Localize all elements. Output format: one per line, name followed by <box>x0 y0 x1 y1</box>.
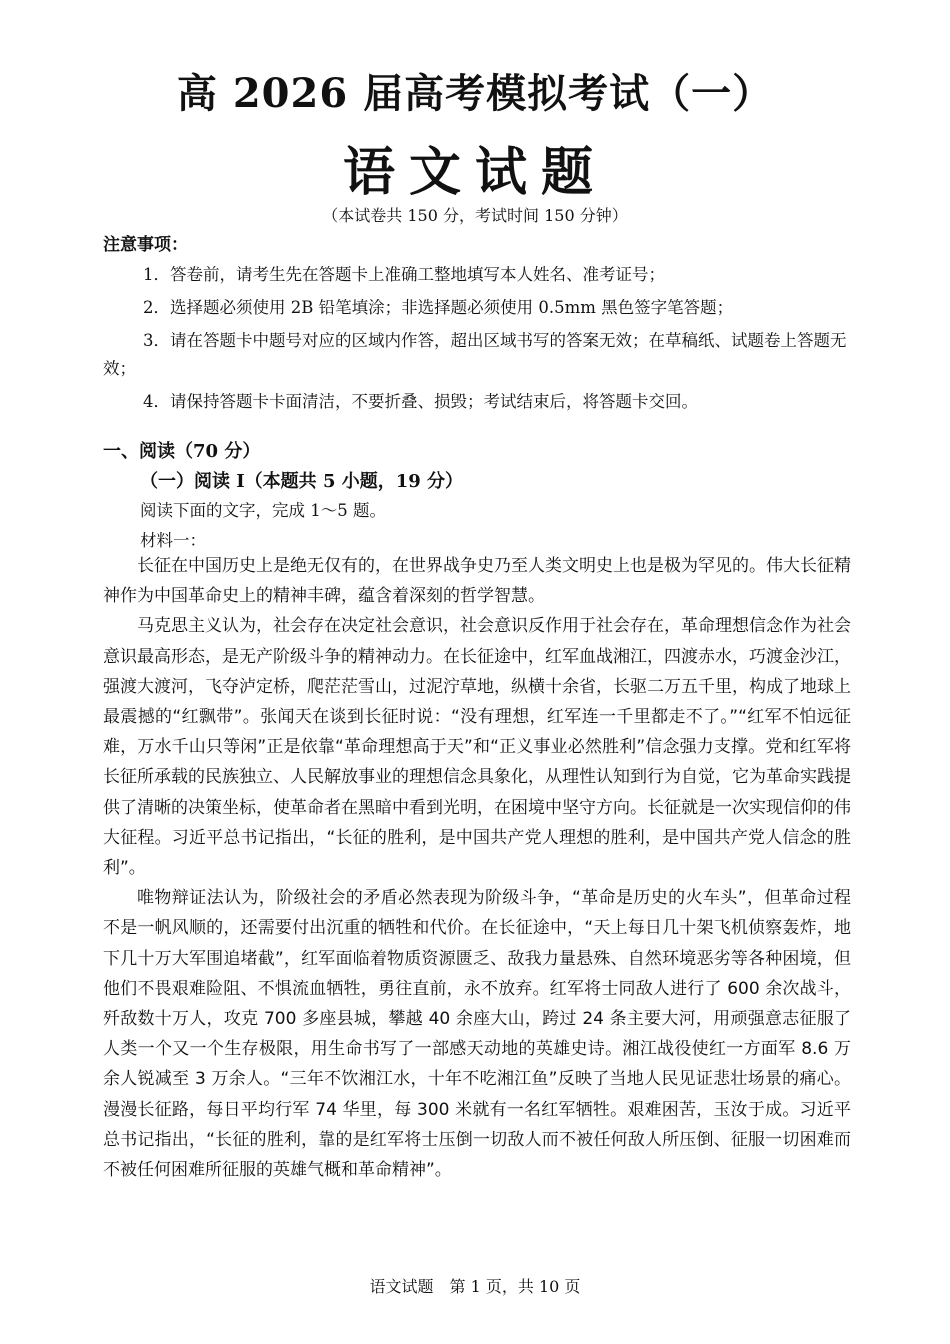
notice-item: 1．答卷前，请考生先在答题卡上准确工整地填写本人姓名、准考证号； <box>143 265 665 284</box>
reading-instruction: 阅读下面的文字，完成 1～5 题。 <box>140 501 386 520</box>
passage-paragraph: 唯物辩证法认为，阶级社会的矛盾必然表现为阶级斗争，“革命是历史的火车头”，但革命过程不是一帆风顺的，还需要付出沉重的牺牲和代价。在长征途中，“天上每日几十架飞机侦察轰炸，地下几十万大军围追堵截”，红军面临着物质资源匮乏、敌我力量悬殊、自然环境恶劣等各种困境，但他们不畏艰难险阻、不惧流血牺牲，勇往直前，永不放弃。红军将士同敌人进行了 600 余次战斗，歼敌数十万人，攻克 700 多座县城，攀越 40 余座大山，跨过 24 条主要大河，用顽强意志征服了人类一个又一个生存极限，用生命书写了一部感天动地的英雄史诗。湘江战役使红一方面军 8.6 万余人锐减至 3 万余人。“三年不饮湘江水，十年不吃湘江鱼”反映了当地人民见证悲壮场景的痛心。漫漫长征路，每日平均行军 74 华里，每 300 米就有一名红军牺牲。艰难困苦，玉汝于成。习近平总书记指出，“长征的胜利，靠的是红军将士压倒一切敌人而不被任何敌人所压倒、征服一切困难而不被任何困难所征服的英雄气概和革命精神”。 <box>103 888 851 1181</box>
notice-list <box>103 261 848 421</box>
passage-paragraph: 长征在中国历史上是绝无仅有的，在世界战争史乃至人类文明史上也是极为罕见的。伟大长征精神作为中国革命史上的精神丰碑，蕴含着深刻的哲学智慧。 <box>103 556 851 607</box>
notice-item: 4．请保持答题卡卡面清洁，不要折叠、损毁；考试结束后，将答题卡交回。 <box>143 392 698 411</box>
reading-passage <box>103 551 851 1185</box>
page-footer: 语文试题 第 1 页，共 10 页 <box>369 1277 581 1296</box>
material-label: 材料一： <box>140 531 206 550</box>
subject-title: 语文试题 <box>342 142 607 203</box>
exam-info: （本试卷共 150 分，考试时间 150 分钟） <box>322 206 628 225</box>
notice-item: 3．请在答题卡中题号对应的区域内作答，超出区域书写的答案无效；在草稿纸、试题卷上答题无效； <box>103 331 847 378</box>
notice-title: 注意事项： <box>103 235 188 255</box>
notice-item: 2．选择题必须使用 2B 铅笔填涂；非选择题必须使用 0.5mm 黑色签字笔答题； <box>143 298 734 317</box>
passage-paragraph: 马克思主义认为，社会存在决定社会意识，社会意识反作用于社会存在，革命理想信念作为社会意识最高形态，是无产阶级斗争的精神动力。在长征途中，红军血战湘江，四渡赤水，巧渡金沙江，强渡大渡河，飞夺泸定桥，爬茫茫雪山，过泥泞草地，纵横十余省，长驱二万五千里，构成了地球上最震撼的“红飘带”。张闻天在谈到长征时说：“没有理想，红军连一千里都走不了。”“红军不怕远征难，万水千山只等闲”正是依靠“革命理想高于天”和“正义事业必然胜利”信念强力支撑。党和红军将长征所承载的民族独立、人民解放事业的理想信念具象化，从理性认知到行为自觉，它为革命实践提供了清晰的决策坐标，使革命者在黑暗中看到光明，在困境中坚守方向。长征就是一次实现信仰的伟大征程。习近平总书记指出，“长征的胜利，是中国共产党人理想的胜利，是中国共产党人信念的胜利”。 <box>103 616 851 879</box>
section-title: 一、阅读（70 分） <box>103 441 261 462</box>
exam-title: 高 2026 届高考模拟考试（一） <box>176 70 774 117</box>
subsection-title: （一）阅读 I（本题共 5 小题，19 分） <box>140 471 464 492</box>
